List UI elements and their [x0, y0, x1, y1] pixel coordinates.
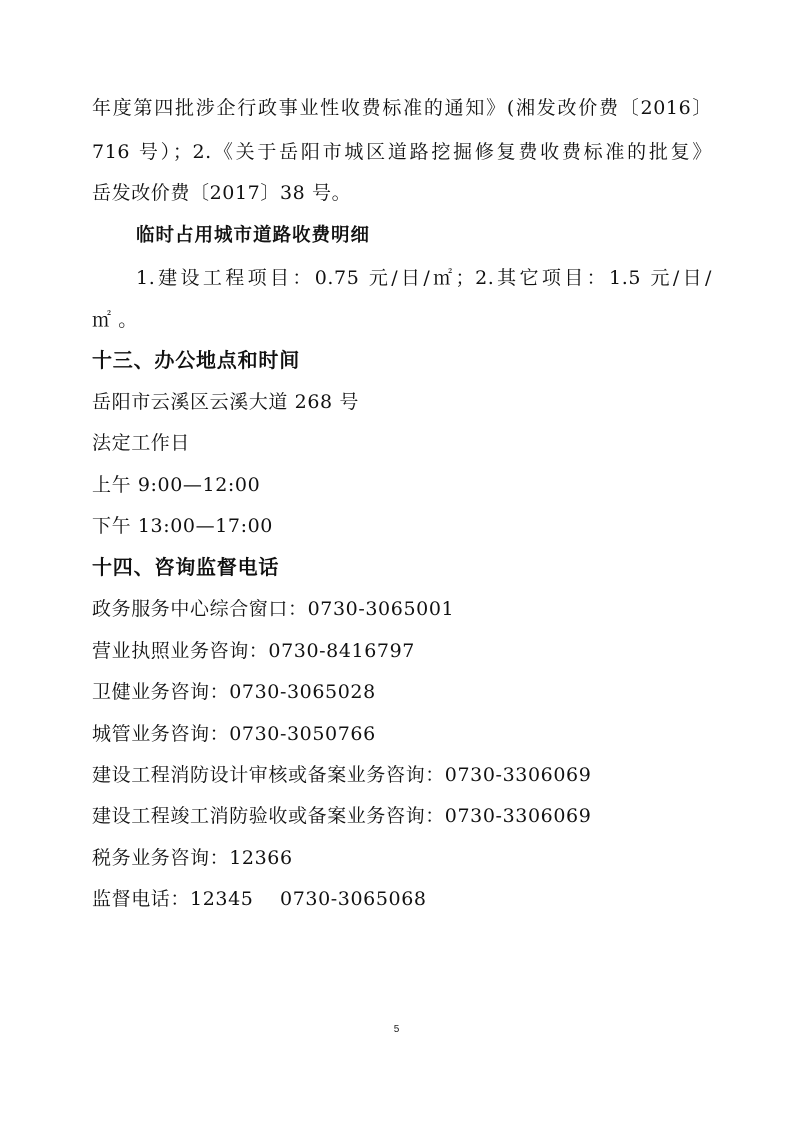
office-address: 岳阳市云溪区云溪大道 268 号: [92, 391, 359, 413]
phone-line: 建设工程竣工消防验收或备案业务咨询：0730-3306069: [92, 805, 592, 827]
fee-detail-line: ㎡ 。: [92, 309, 138, 331]
phone-line: 监督电话：12345 0730-3065068: [92, 888, 427, 910]
office-hours-afternoon: 下午 13:00—17:00: [92, 515, 273, 537]
paragraph-line: 岳发改价费〔2017〕38 号。: [92, 182, 352, 204]
office-workdays: 法定工作日: [92, 432, 191, 454]
phone-line: 卫健业务咨询：0730-3065028: [92, 681, 376, 703]
fee-detail-title: 临时占用城市道路收费明细: [136, 225, 371, 246]
phone-line: 建设工程消防设计审核或备案业务咨询：0730-3306069: [92, 764, 592, 786]
page-number: 5: [393, 1024, 400, 1035]
phone-line: 税务业务咨询：12366: [92, 847, 293, 869]
paragraph-line: 716 号）；2.《关于岳阳市城区道路挖掘修复费收费标准的批复》: [92, 141, 712, 163]
phone-line: 政务服务中心综合窗口：0730-3065001: [92, 598, 455, 620]
office-hours-morning: 上午 9:00—12:00: [92, 474, 261, 496]
paragraph-line: 年度第四批涉企行政事业性收费标准的通知》(湘发改价费〔2016〕: [92, 97, 712, 119]
fee-detail-line: 1.建设工程项目：0.75 元/日/㎡；2.其它项目：1.5 元/日/: [136, 267, 712, 289]
section-heading-office: 十三、办公地点和时间: [92, 348, 300, 372]
section-heading-phones: 十四、咨询监督电话: [92, 555, 280, 579]
phone-line: 城管业务咨询：0730-3050766: [92, 723, 376, 745]
phone-line: 营业执照业务咨询：0730-8416797: [92, 640, 415, 662]
